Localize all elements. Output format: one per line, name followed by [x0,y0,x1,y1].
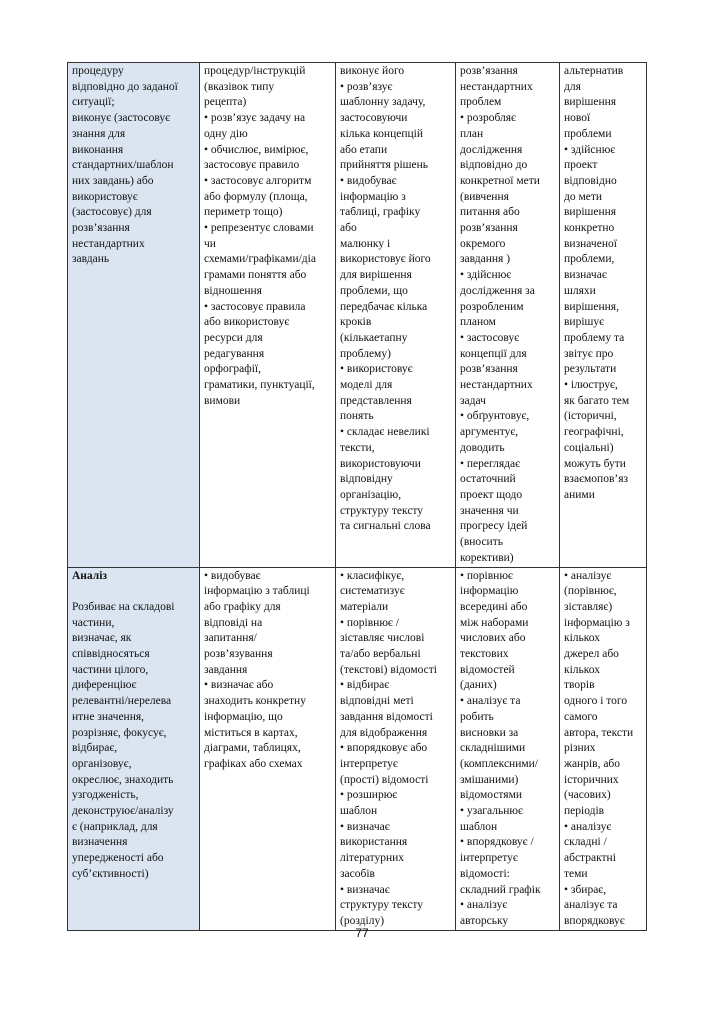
text-line: понять [340,410,374,423]
category-cell [68,567,200,930]
text-line: графіках або схемах [204,757,303,770]
text-line: ресурси для [204,331,263,344]
table-cell [336,567,456,930]
text-line: остаточний [460,473,516,486]
text-line: Аналіз [72,569,108,582]
text-line: упередженості або [72,852,164,865]
text-line: автора, тексти [564,726,634,739]
text-line [72,584,196,600]
text-line: використовує його [340,253,431,266]
text-line: • застосовує правила [204,300,306,313]
text-line: • розширює [340,789,398,802]
text-line: застосовує правило [204,159,300,172]
text-line: ситуації; [72,96,115,109]
text-line: • збирає, [564,883,607,896]
text-line: (часових) [564,789,611,802]
text-line: • відбирає [340,679,390,692]
text-line: відповідно [564,174,617,187]
text-line: таблиці, графіку [340,206,421,219]
table-cell [560,63,647,568]
text-line: планом [460,316,496,329]
text-line: систематизує [340,585,405,598]
text-line: запитання/ [204,632,257,645]
text-line: (порівнює, [564,585,617,598]
text-line: до мети [564,190,603,203]
text-line: проблеми [564,127,612,140]
text-line: кроків [340,316,372,329]
text-line: доводить [460,441,505,454]
text-line: інформацію з [564,616,630,629]
text-line: • порівнює [460,569,513,582]
text-line: релевантні/нерелева [72,695,172,708]
text-line: відомостями [460,789,523,802]
text-line: • порівнює / [340,616,399,629]
text-line: • переглядає [460,457,521,470]
text-line: (застосовує) для [72,206,152,219]
text-line: • аналізує [460,899,508,912]
text-line: для відображення [340,726,428,739]
text-line: • розробляє [460,112,516,125]
text-line: складнішими [460,742,526,755]
text-line: періодів [564,805,605,818]
table-cell [560,567,647,930]
text-line: орфографії, [204,363,261,376]
text-line: аними [564,488,595,501]
text-line: для [564,80,581,93]
text-line: проект [564,159,598,172]
text-line: відповідно до заданої [72,80,178,93]
text-line: моделі для [340,379,393,392]
text-line: всередині або [460,600,528,613]
text-line: результати [564,363,617,376]
text-line: (історичні, [564,410,617,423]
text-line: граматики, пунктуації, [204,379,315,392]
text-line: соціальні) [564,441,614,454]
text-line: історичних [564,773,619,786]
text-line: виконує його [340,65,405,77]
text-line: • визначає або [204,679,274,692]
text-line: або етапи [340,143,388,156]
text-line: завдання відомості [340,710,433,723]
text-line: відповідну [340,473,393,486]
text-line: (вказівок типу [204,80,275,93]
text-line: шляхи [564,284,596,297]
text-line: організацію, [340,488,402,501]
text-line: задач [460,394,486,407]
text-line: процедур/інструкцій [204,65,306,77]
text-line: представлення [340,394,412,407]
text-line: дослідження за [460,284,535,297]
text-line: виконання [72,143,124,156]
text-line: як багато тем [564,394,630,407]
text-line: жанрів, або [564,757,621,770]
text-line: виконує (застосовує [72,112,171,125]
text-line: географічні, [564,426,624,439]
text-line: • узагальнює [460,805,523,818]
text-line: • застосовує алгоритм [204,174,312,187]
text-line: нестандартних [72,237,145,250]
text-line: відношення [204,284,262,297]
text-line: структуру тексту [340,899,424,912]
text-line: теми [564,867,588,880]
text-line: • складає невеликі [340,426,430,439]
text-line: • аналізує [564,820,612,833]
text-line: взаємопов’яз [564,473,629,486]
text-line: розв’язування [204,648,273,661]
learning-outcomes-table [67,62,647,931]
text-line: завдання ) [460,253,511,266]
table-cell [456,567,560,930]
text-line: диференціює [72,679,137,692]
text-line: знання для [72,127,126,140]
text-line: кілька концепцій [340,127,423,140]
text-line: визначення [72,836,128,849]
text-line: відбирає, [72,742,118,755]
text-line: одну дію [204,127,248,140]
text-line: • здійснює [460,269,512,282]
text-line: нестандартних [460,379,533,392]
text-line: або формулу (площа, [204,190,308,203]
text-line: інформацію з таблиці [204,585,310,598]
text-line: вирішує [564,316,605,329]
text-line: кількох [564,632,600,645]
text-line: висновки за [460,726,519,739]
text-line: • видобуває [204,569,261,582]
text-line: • застосовує [460,331,520,344]
text-line: є (наприклад, для [72,820,158,833]
text-line: засобів [340,867,375,880]
text-line: шаблон [460,820,498,833]
text-line: складний графік [460,883,541,896]
text-line: аналізує та [564,899,618,912]
text-line: самого [564,710,598,723]
text-line: шаблонну задачу, [340,96,426,109]
text-line: • репрезентує словами [204,222,314,235]
text-line: нової [564,112,591,125]
text-line: • ілюструє, [564,379,618,392]
text-line: розробленим [460,300,524,313]
text-line: • аналізує та [460,695,521,708]
text-line: • видобуває [340,174,397,187]
text-line: та сигнальні слова [340,520,431,533]
text-line: або [340,222,357,235]
text-line: робить [460,710,494,723]
text-line: концепції для [460,347,527,360]
text-line: передбачає кілька [340,300,428,313]
text-line: або використовує [204,316,290,329]
text-line: • впорядковує / [460,836,534,849]
text-line: числових або [460,632,526,645]
text-line: інформацію [460,585,519,598]
text-line: вирішення [564,96,617,109]
text-line: авторську [460,914,509,927]
text-line: можуть бути [564,457,626,470]
text-line: завдань [72,253,110,266]
text-line: (комплексними/ [460,757,538,770]
text-line: нестандартних [460,80,533,93]
text-line: проект щодо [460,488,523,501]
text-line: відповідні меті [340,695,414,708]
text-line: інформацію з [340,190,406,203]
text-line: міститься в картах, [204,726,298,739]
text-line: діаграми, таблицях, [204,742,301,755]
text-line: розв’язання [460,363,518,376]
text-line: використовуючи [340,457,421,470]
text-line: проблем [460,96,502,109]
text-line: суб’єктивності) [72,867,149,880]
text-line: • визначає [340,820,390,833]
text-line: редагування [204,347,265,360]
text-line: нтне значення, [72,710,145,723]
text-line: шаблон [340,805,378,818]
text-line: (вивчення [460,190,509,203]
text-line: • обчислює, вимірює, [204,143,309,156]
text-line: процедуру [72,65,124,77]
text-line: літературних [340,852,405,865]
text-line: або графіку для [204,600,281,613]
text-line: текстових [460,648,509,661]
text-line: завдання [204,663,248,676]
text-line: периметр тощо) [204,206,283,219]
text-line: абстрактні [564,852,616,865]
text-line: значення чи [460,504,519,517]
text-line: відомості: [460,867,510,880]
text-line: інформацію, що [204,710,283,723]
text-line: аргументує, [460,426,519,439]
table-cell [200,63,336,568]
text-line: • класифікує, [340,569,405,582]
text-line: рецепта) [204,96,247,109]
text-line: організовує, [72,757,132,770]
text-line: • обґрунтовує, [460,410,530,423]
text-line: матеріали [340,600,389,613]
page-number: 77 [355,926,369,940]
text-line: узгодженість, [72,789,139,802]
text-line: визначає, як [72,632,132,645]
text-line: малюнку і [340,237,391,250]
text-line: розрізняє, фокусує, [72,726,167,739]
text-line: джерел або [564,648,619,661]
text-line: зіставляє) [564,600,613,613]
text-line: дослідження [460,143,523,156]
text-line: корективи) [460,551,514,564]
text-line: різних [564,742,596,755]
text-line: впорядковує [564,914,625,927]
text-line: деконструює/аналізу [72,805,174,818]
text-line: окремого [460,237,506,250]
text-line: стандартних/шаблон [72,159,174,172]
text-line: структуру тексту [340,504,424,517]
category-cell [68,63,200,568]
text-line: частини цілого, [72,663,149,676]
text-line: використання [340,836,408,849]
text-line: звітує про [564,347,614,360]
text-line: одного і того [564,695,628,708]
text-line: (текстові) відомості [340,663,437,676]
table-row [68,567,647,930]
text-line: • розв’язує задачу на [204,112,306,125]
text-line: вимови [204,394,241,407]
text-line: них завдань) або [72,174,154,187]
text-line: • визначає [340,883,390,896]
text-line: складні / [564,836,607,849]
text-line: змішаними) [460,773,519,786]
text-line: розв’язання [460,65,518,77]
table-row [68,63,647,568]
text-line: визначеної [564,237,617,250]
text-line: між наборами [460,616,529,629]
text-line: конкретно [564,222,615,235]
text-line: та/або вербальні [340,648,421,661]
text-line: схемами/графіками/діа [204,253,316,266]
table-cell [456,63,560,568]
text-line: (прості) відомості [340,773,429,786]
text-line: співвідносяться [72,648,150,661]
text-line: • впорядковує або [340,742,428,755]
text-line: для вирішення [340,269,412,282]
text-line: кількох [564,663,600,676]
text-line: (даних) [460,679,497,692]
text-line: вирішення [564,206,617,219]
text-line: проблеми, [564,253,615,266]
text-line: тексти, [340,441,375,454]
text-line: (розділу) [340,914,385,927]
text-line: (вносить [460,536,503,549]
text-line: (кількаетапну [340,331,408,344]
table-cell [336,63,456,568]
text-line: проблеми, що [340,284,408,297]
text-line: проблему) [340,347,391,360]
text-line: питання або [460,206,520,219]
text-line: розв’язання [460,222,518,235]
text-line: • розв’язує [340,80,393,93]
text-line: • здійснює [564,143,616,156]
text-line: вирішення, [564,300,619,313]
text-line: відповідно до [460,159,528,172]
text-line: альтернатив [564,65,624,77]
text-line: частини, [72,616,115,629]
text-line: творів [564,679,595,692]
text-line: відомостей [460,663,515,676]
text-line: чи [204,237,216,250]
text-line: інтерпретує [460,852,518,865]
text-line: визначає [564,269,607,282]
text-line: розв’язання [72,222,130,235]
text-line: використовує [72,190,138,203]
text-line: конкретної мети [460,174,540,187]
table-cell [200,567,336,930]
text-line: прогресу ідей [460,520,528,533]
text-line: план [460,127,484,140]
text-line: Розбиває на складові [72,600,175,613]
text-line: прийняття рішень [340,159,429,172]
text-line: грамами поняття або [204,269,307,282]
text-line: зіставляє числові [340,632,425,645]
text-line: проблему та [564,331,625,344]
text-line: • використовує [340,363,413,376]
text-line: • аналізує [564,569,612,582]
text-line: інтерпретує [340,757,398,770]
text-line: відповіді на [204,616,263,629]
text-line: знаходить конкретну [204,695,306,708]
text-line: застосовуючи [340,112,408,125]
text-line: окреслює, знаходить [72,773,174,786]
